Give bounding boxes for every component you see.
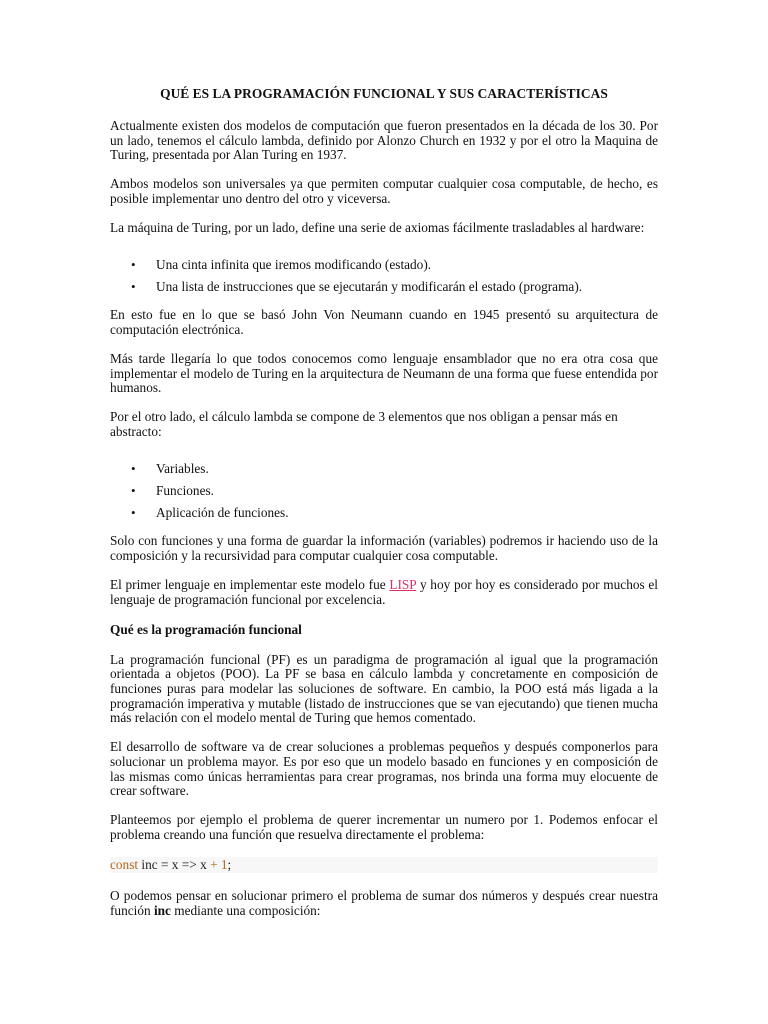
paragraph-pf-definition: La programación funcional (PF) es un paradigma de programación al igual que la programación orientada a objetos (POO). La PF se basa en cálculo lambda y concretamente en composición de funciones puras para modelar las soluciones de software. En cambio, la POO está más ligada a la programación imperativa y mutable (listado de instrucciones que se van ejecutando) que tienen mucha más relación con el modelo mental de Turing que hemos comentado. xyxy=(110,651,658,726)
turing-list xyxy=(110,258,658,295)
code-semicolon: ; xyxy=(227,856,232,872)
list-item xyxy=(110,484,658,499)
paragraph-composition: Solo con funciones y una forma de guardar la información (variables) podremos ir haciendo uso de la composición y la recursividad para computar cualquier cosa computable. xyxy=(110,533,658,564)
lambda-list xyxy=(110,462,658,521)
document-title: QUÉ ES LA PROGRAMACIÓN FUNCIONAL Y SUS CARACTERÍSTICAS xyxy=(160,86,608,101)
code-expression: inc = x => x xyxy=(138,856,211,872)
list-item-text: Variables. xyxy=(156,460,209,476)
paragraph-turing-axioms: La máquina de Turing, por un lado, define una serie de axiomas fácilmente trasladables al hardware: xyxy=(110,219,645,235)
paragraph-increment-example: Planteemos por ejemplo el problema de querer incrementar un numero por 1. Podemos enfocar el problema creando una función que resuelva directamente el problema: xyxy=(110,812,658,842)
list-item xyxy=(110,258,658,273)
paragraph-software-development: El desarrollo de software va de crear soluciones a problemas pequeños y después componerlos para solucionar un problema mayor. Es por eso que un modelo basado en funciones y en composición de las mismas como únicas herramientas para crear programas, nos brinda una forma muy elocuente de crear software. xyxy=(110,739,658,799)
paragraph-composition-before: O podemos pensar en solucionar primero el problema de sumar dos números y después crear nuestra función xyxy=(110,888,658,919)
paragraph-assembler: Más tarde llegaría lo que todos conocemos como lenguaje ensamblador que no era otra cosa que implementar el modelo de Turing en la arquitectura de Neumann de una forma que fuese entendida por humanos. xyxy=(110,351,658,396)
list-item xyxy=(110,506,658,521)
list-item-text: Una lista de instrucciones que se ejecutarán y modificarán el estado (programa). xyxy=(156,278,583,294)
bullet-icon: • xyxy=(131,256,136,272)
code-operator: + xyxy=(210,856,218,872)
code-keyword: const xyxy=(110,856,139,872)
section-heading: Qué es la programación funcional xyxy=(110,621,302,637)
list-item xyxy=(110,280,658,295)
paragraph-lambda: Por el otro lado, el cálculo lambda se compone de 3 elementos que nos obligan a pensar más en abstracto: xyxy=(110,409,618,439)
paragraph-composition-after: mediante una composición: xyxy=(170,903,321,919)
list-item-text: Una cinta infinita que iremos modificando (estado). xyxy=(156,256,432,272)
lisp-link[interactable]: LISP xyxy=(389,577,417,593)
bullet-icon: • xyxy=(131,278,136,294)
paragraph-lisp-after: y hoy por hoy es considerado por muchos el lenguaje de programación funcional por excelencia. xyxy=(110,577,658,607)
bullet-icon: • xyxy=(131,482,136,498)
paragraph-lisp-before: El primer lenguaje en implementar este modelo fue xyxy=(110,577,390,593)
list-item xyxy=(110,462,658,477)
bullet-icon: • xyxy=(131,504,136,520)
paragraph-universal-models: Ambos modelos son universales ya que permiten computar cualquier cosa computable, de hecho, es posible implementar uno dentro del otro y viceversa. xyxy=(110,176,658,206)
code-snippet xyxy=(110,857,658,874)
paragraph-intro: Actualmente existen dos modelos de computación que fueron presentados en la década de los 30. Por un lado, tenemos el cálculo lambda, definido por Alonzo Church en 1932 y por el otro la Maquina de Turing, presentada por Alan Turing en 1937. xyxy=(110,118,658,163)
paragraph-composition-example xyxy=(110,889,658,918)
bullet-icon: • xyxy=(131,460,136,476)
paragraph-lisp xyxy=(110,578,658,607)
list-item-text: Aplicación de funciones. xyxy=(156,504,289,520)
inline-code-inc: inc xyxy=(153,903,171,919)
code-number: 1 xyxy=(220,856,228,872)
paragraph-von-neumann: En esto fue en lo que se basó John Von Neumann cuando en 1945 presentó su arquitectura de computación electrónica. xyxy=(110,307,658,337)
list-item-text: Funciones. xyxy=(156,482,214,498)
